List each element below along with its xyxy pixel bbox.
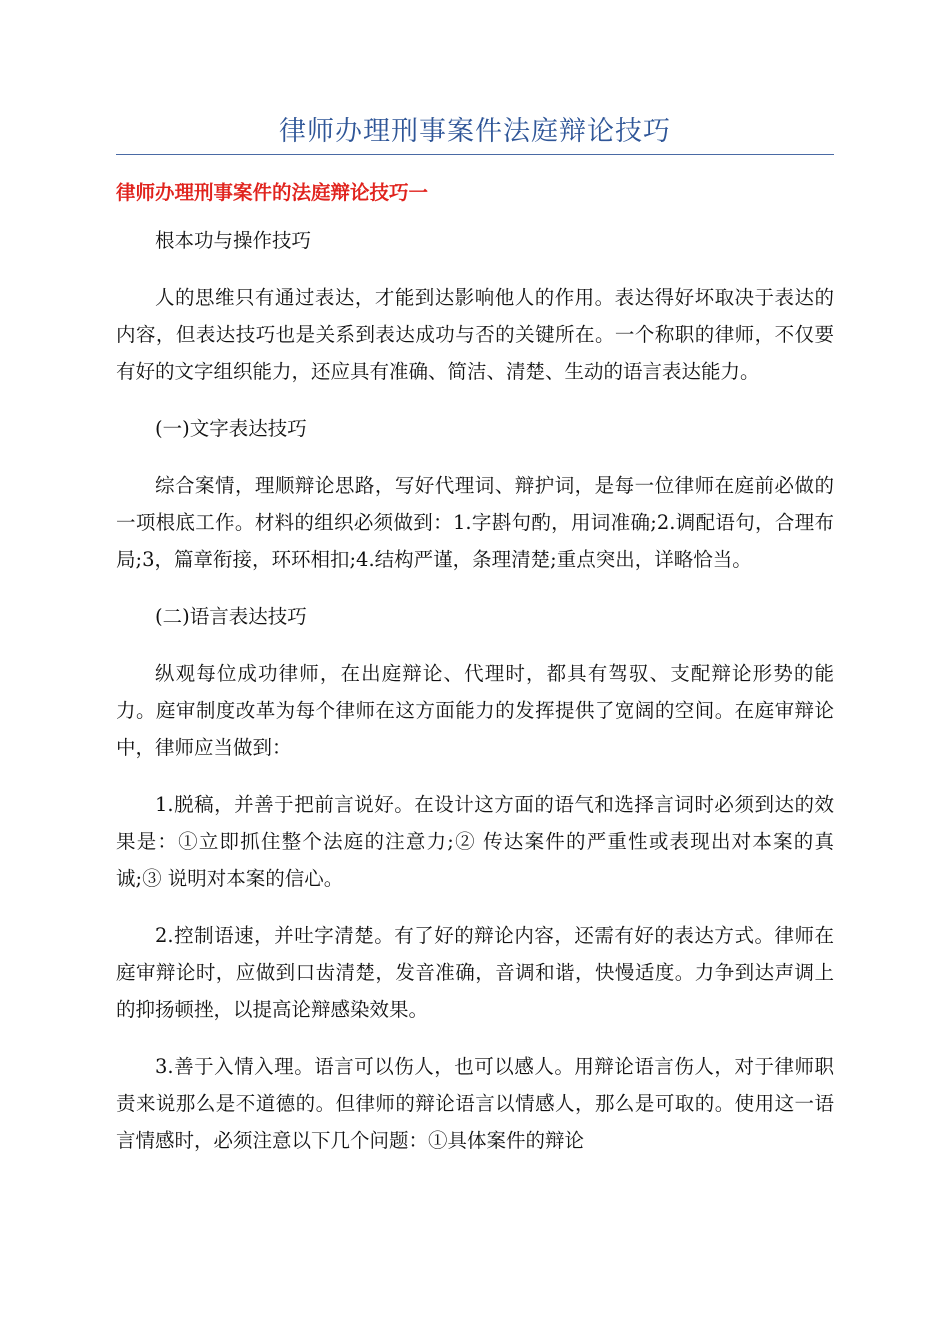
list-item-2: 2.控制语速，并吐字清楚。有了好的辩论内容，还需有好的表达方式。律师在庭审辩论时，应做到口齿清楚，发音准确，音调和谐，快慢适度。力争到达声调上的抑扬顿挫，以提高论辩感染效果。	[116, 924, 834, 1021]
paragraph-intro: 人的思维只有通过表达，才能到达影响他人的作用。表达得好坏取决于表达的内容，但表达技巧也是关系到表达成功与否的关键所在。一个称职的律师，不仅要有好的文字组织能力，还应具有准确、简洁、清楚、生动的语言表达能力。	[116, 286, 834, 383]
section-heading: 律师办理刑事案件的法庭辩论技巧一	[116, 181, 429, 204]
subheading-basics: 根本功与操作技巧	[155, 229, 312, 252]
title-underline	[116, 154, 834, 155]
subheading-written-expression: (一)文字表达技巧	[155, 417, 307, 440]
paragraph-written-expression: 综合案情，理顺辩论思路，写好代理词、辩护词，是每一位律师在庭前必做的一项根底工作。材料的组织必须做到：1.字斟句酌，用词准确;2.调配语句，合理布局;3，篇章衔接，环环相扣;4.结构严谨，条理清楚;重点突出，详略恰当。	[116, 474, 834, 571]
document-body	[116, 222, 834, 1159]
subheading-verbal-expression: (二)语言表达技巧	[155, 605, 307, 628]
paragraph-verbal-expression: 纵观每位成功律师，在出庭辩论、代理时，都具有驾驭、支配辩论形势的能力。庭审制度改革为每个律师在这方面能力的发挥提供了宽阔的空间。在庭审辩论中，律师应当做到：	[116, 662, 834, 759]
list-item-3: 3.善于入情入理。语言可以伤人，也可以感人。用辩论语言伤人，对于律师职责来说那么是不道德的。但律师的辩论语言以情感人，那么是可取的。使用这一语言情感时，必须注意以下几个问题：①具体案件的辩论	[116, 1055, 834, 1152]
list-item-1: 1.脱稿，并善于把前言说好。在设计这方面的语气和选择言词时必须到达的效果是：①立即抓住整个法庭的注意力;② 传达案件的严重性或表现出对本案的真诚;③ 说明对本案的信心。	[116, 793, 834, 890]
document-title: 律师办理刑事案件法庭辩论技巧	[279, 116, 671, 147]
